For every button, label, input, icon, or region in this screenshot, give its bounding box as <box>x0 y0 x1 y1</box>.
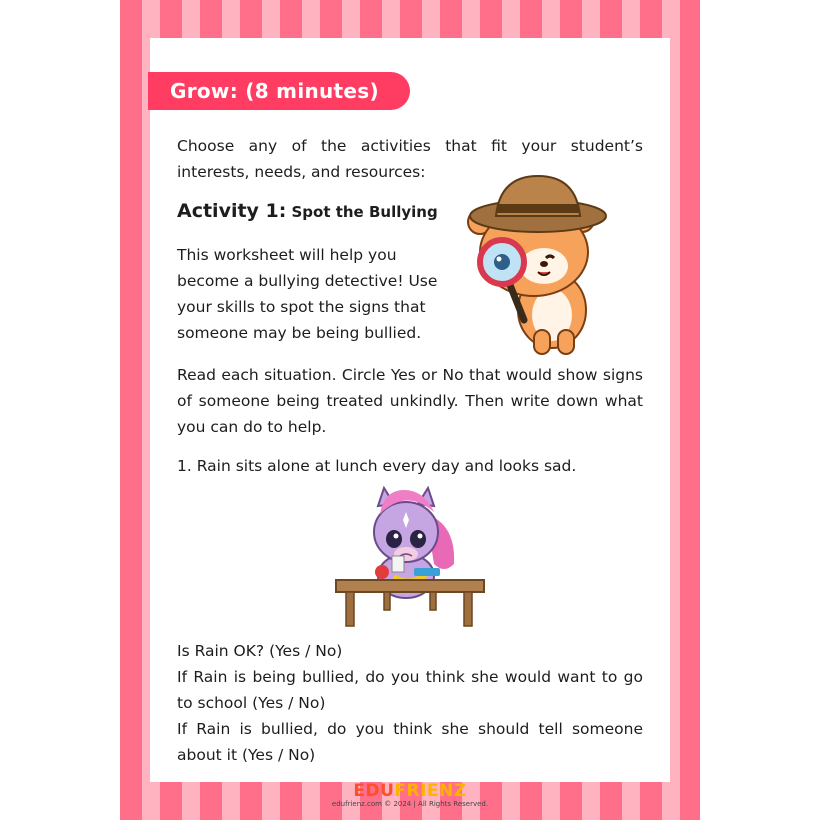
question-3: If Rain is bullied, do you think she should tell someone about it (Yes / No) <box>177 720 643 764</box>
logo-part-frienz: FRIENZ <box>394 781 467 801</box>
bear-detective-illustration <box>462 170 612 360</box>
activity-title-prefix: Activity 1: <box>177 200 287 222</box>
footer-logo <box>0 781 820 801</box>
question-2: If Rain is being bullied, do you think she would want to go to school (Yes / No) <box>177 668 643 712</box>
activity-title-name: Spot the Bullying <box>291 203 438 221</box>
intro-text: Choose any of the activities that fit your student’s interests, needs, and resources: <box>177 137 643 181</box>
unicorn-lunch-illustration <box>334 484 486 630</box>
instructions-text: Read each situation. Circle Yes or No that would show signs of someone being treated unkindly. Then write down what you can do to help. <box>177 366 643 436</box>
question-1: Is Rain OK? (Yes / No) <box>177 642 343 660</box>
logo-part-edu: EDU <box>353 781 395 801</box>
footer-copyright: edufrienz.com © 2024 | All Rights Reserved. <box>331 800 489 808</box>
activity-description: This worksheet will help you become a bullying detective! Use your skills to spot the signs that someone may be being bullied. <box>177 246 438 342</box>
banner-title: Grow: (8 minutes) <box>170 79 379 103</box>
section-banner <box>148 72 410 110</box>
activity-title <box>177 200 438 222</box>
situation-text: 1. Rain sits alone at lunch every day and looks sad. <box>177 457 577 475</box>
